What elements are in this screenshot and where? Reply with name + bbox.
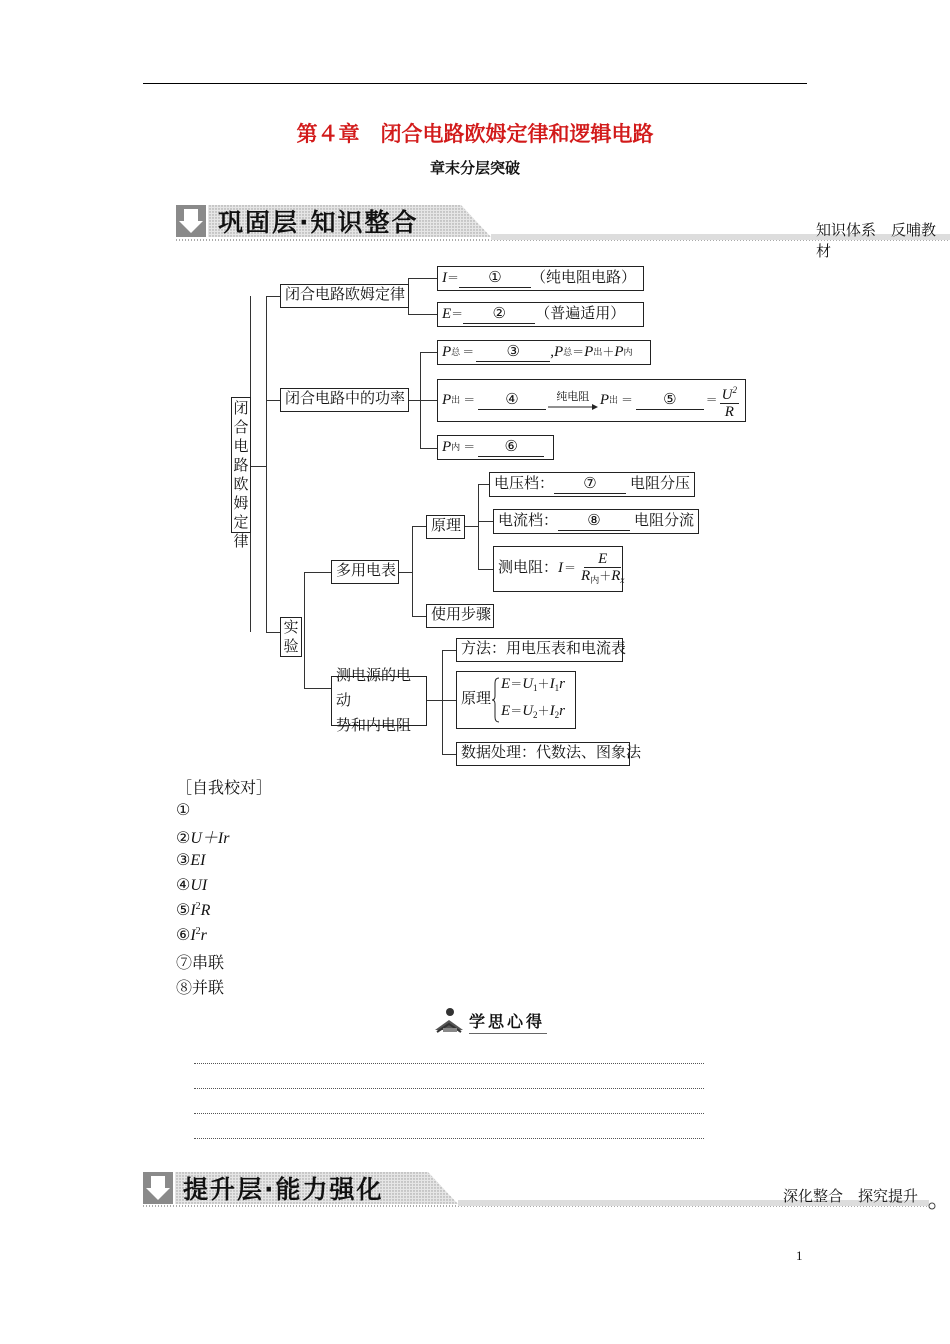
- blank-7: ⑦: [554, 476, 626, 494]
- answer-number: ⑧: [176, 980, 193, 997]
- answer-text: 并联: [192, 980, 225, 997]
- answer-number: ⑥: [176, 927, 191, 944]
- connector: [412, 526, 413, 616]
- node-source-principle: 原理 $E=U_1+I_1r$ $E=U_2+I_2r$: [456, 671, 576, 729]
- connector: [426, 700, 442, 701]
- answer-item: [176, 950, 224, 973]
- node-voltage-range: 电压档： ⑦ 电阻分压: [489, 472, 695, 497]
- answer-number: ④: [176, 877, 191, 894]
- connector: [304, 572, 332, 573]
- reflection-title: 学思心得: [469, 1012, 546, 1031]
- chapter-title: 第４章 闭合电路欧姆定律和逻辑电路: [296, 121, 654, 146]
- answer-text: EI: [190, 852, 206, 869]
- answer-item: [176, 975, 224, 998]
- answer-item: [176, 900, 210, 920]
- root-node-label: 闭合电路欧姆定律: [233, 401, 249, 550]
- connector: [478, 484, 479, 570]
- connector: [442, 650, 443, 754]
- answer-superscript: 2: [195, 926, 201, 937]
- fraction-u2-r: $\frac{U^2}{R}$: [720, 382, 739, 420]
- connector: [266, 632, 280, 633]
- banner-title: 提升层·能力强化: [183, 1175, 384, 1204]
- reflection-header: [433, 1006, 553, 1036]
- answer-text-tail: R: [200, 902, 211, 919]
- node-ohm-law: 闭合电路欧姆定律: [280, 284, 409, 308]
- writing-line[interactable]: [194, 1088, 704, 1089]
- answer-text: I: [190, 927, 196, 944]
- node-internal-power: P 内 ＝ ⑥: [437, 435, 554, 460]
- connector: [420, 448, 438, 449]
- connector: [266, 400, 280, 401]
- node-ohm-measure: 测电阻： I ＝ $\frac{E}{R_内+R_x}$: [493, 546, 623, 592]
- answer-item: [176, 875, 207, 895]
- connector: [398, 572, 412, 573]
- connector: [464, 526, 478, 527]
- connector: [420, 400, 438, 401]
- answer-item: [176, 800, 190, 820]
- node-data-processing: 数据处理：代数法、图象法: [456, 742, 630, 766]
- banner-title: 巩固层·知识整合: [218, 208, 419, 237]
- blank-1: ①: [459, 270, 531, 288]
- blank-2: ②: [463, 306, 535, 324]
- equation-1: $E=U_1+I_1r$: [501, 676, 565, 693]
- connector: [478, 521, 494, 522]
- reading-figure-icon: [433, 1006, 465, 1034]
- writing-line[interactable]: [194, 1113, 704, 1114]
- banner-tag: 深化整合 探究提升: [783, 1187, 919, 1205]
- blank-8: ⑧: [558, 513, 630, 531]
- blank-3: ③: [476, 344, 550, 362]
- connector: [412, 526, 426, 527]
- blank-6: ⑥: [478, 439, 544, 457]
- connector: [266, 296, 267, 632]
- node-emf-measure: 测电源的电动 势和内电阻: [331, 676, 427, 726]
- answer-number: ①: [176, 802, 191, 819]
- node-method: 方法：用电压表和电流表: [456, 638, 623, 662]
- answer-item: [176, 850, 205, 870]
- answer-number: ⑦: [176, 955, 193, 972]
- connector: [442, 754, 456, 755]
- root-node: [231, 397, 251, 550]
- answer-number: ⑤: [176, 902, 191, 919]
- left-brace-icon: [492, 677, 500, 723]
- answer-text: UI: [190, 877, 208, 894]
- pure-resistance-arrow: 纯电阻: [548, 391, 598, 411]
- equation-2: $E=U_2+I_2r$: [501, 703, 565, 720]
- node-current-formula: I ＝ ① （纯电阻电路）: [437, 266, 644, 291]
- connector: [442, 650, 456, 651]
- node-current-range: 电流档： ⑧ 电阻分流: [493, 509, 699, 534]
- node-power: 闭合电路中的功率: [280, 388, 409, 412]
- node-multimeter: 多用电表: [331, 560, 399, 584]
- node-total-power: P 总 ＝ ③ , P 总 ＝ P 出 ＋ P 内: [437, 340, 651, 365]
- banner-improvement: [143, 1166, 943, 1210]
- node-usage-steps: 使用步骤: [426, 604, 494, 628]
- connector: [420, 352, 438, 353]
- connector: [266, 296, 280, 297]
- writing-line[interactable]: [194, 1063, 704, 1064]
- answer-number: ②: [176, 830, 191, 847]
- blank-5: ⑤: [636, 392, 704, 410]
- connector: [408, 400, 420, 401]
- connector: [304, 572, 305, 688]
- connector: [442, 700, 456, 701]
- fraction-ohmmeter: $\frac{E}{R_内+R_x}$: [581, 550, 625, 585]
- answer-text-tail: r: [200, 927, 207, 944]
- answer-item: [176, 925, 207, 945]
- page-number: 1: [796, 1248, 803, 1263]
- connector: [478, 569, 494, 570]
- blank-4: ④: [478, 392, 546, 410]
- answer-superscript: 2: [195, 901, 201, 912]
- banner-consolidation: [176, 199, 950, 260]
- top-rule: [143, 83, 807, 84]
- connector: [408, 314, 438, 315]
- banner-tag: 知识体系 反哺教材: [816, 221, 937, 260]
- connector: [412, 616, 426, 617]
- connector: [408, 278, 438, 279]
- answer-item: [176, 825, 229, 848]
- self-check-heading: ［自我校对］: [176, 780, 273, 797]
- node-experiment: 实验: [280, 617, 302, 657]
- connector: [250, 466, 266, 467]
- node-meter-principle: 原理: [426, 515, 465, 539]
- section-subtitle: 章末分层突破: [429, 159, 520, 177]
- answer-text: 串联: [192, 955, 225, 972]
- answer-text: I: [190, 902, 196, 919]
- node-emf-formula: E ＝ ② （普遍适用）: [437, 302, 644, 327]
- node-output-power: P 出 ＝ ④ 纯电阻 P 出 ＝ ⑤ ＝ $\frac{U^2}{R}$: [437, 379, 746, 422]
- writing-line[interactable]: [194, 1138, 704, 1139]
- connector: [304, 688, 332, 689]
- answer-text: U＋Ir: [190, 830, 230, 847]
- answer-number: ③: [176, 852, 191, 869]
- right-arrow-icon: [548, 403, 598, 411]
